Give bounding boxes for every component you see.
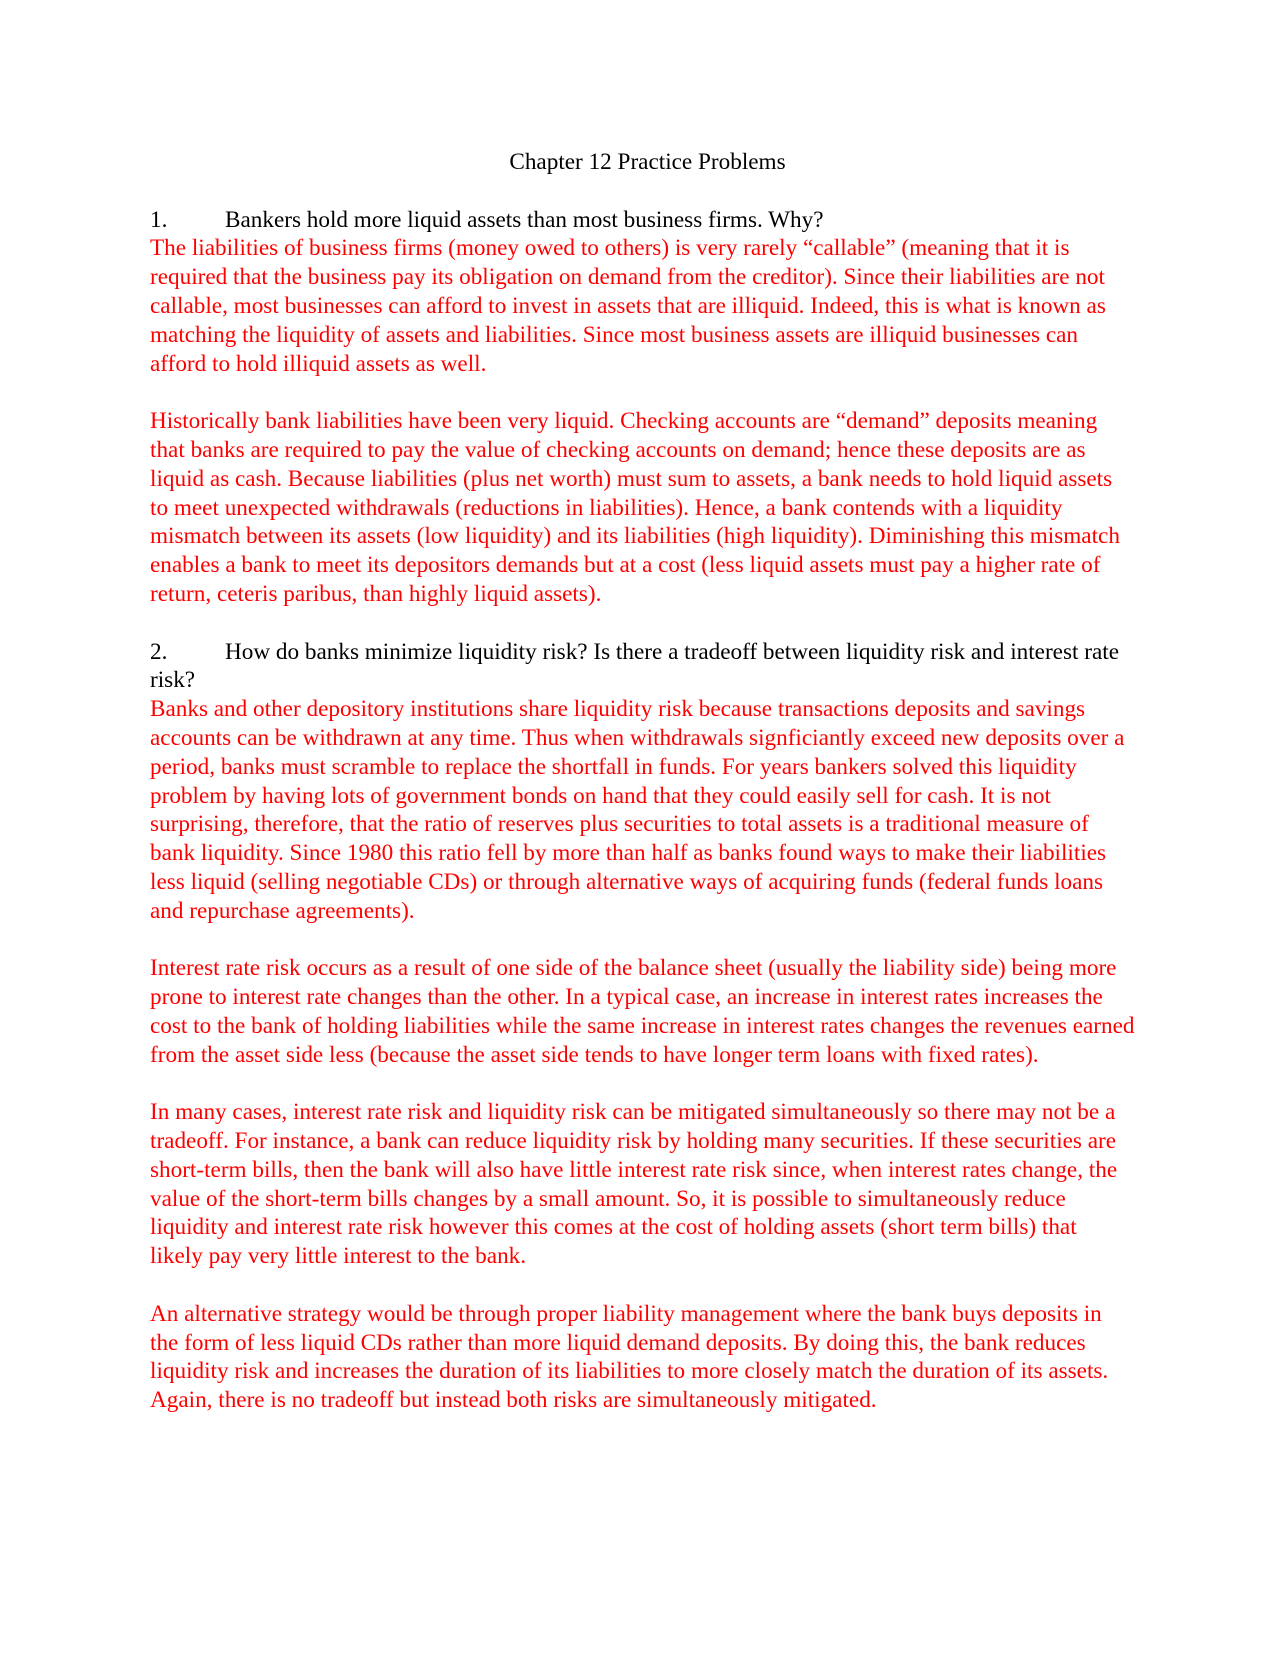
answer-paragraph: Historically bank liabilities have been very liquid. Checking accounts are “demand” deposits meaning that banks are required to pay the value of checking accounts on demand; hence these deposits are as liquid as cash. Because liabilities (plus net worth) must sum to assets, a bank needs to hold liquid assets to meet unexpected withdrawals (reductions in liabilities). Hence, a bank contends with a liquidity mismatch between its assets (low liquidity) and its liabilities (high liquidity). Diminishing this mismatch enables a bank to meet its depositors demands but at a cost (less liquid assets must pay a higher rate of return, ceteris paribus, than highly liquid assets). [150,408,1120,607]
page-title: Chapter 12 Practice Problems [509,149,786,175]
spacer [150,1271,1135,1300]
answer-paragraph: Banks and other depository institutions share liquidity risk because transactions deposits and savings accounts can be withdrawn at any time. Thus when withdrawals signficiantly exceed new deposits over a period, banks must scramble to replace the shortfall in funds. For years bankers solved this liquidity problem by having lots of government bonds on hand that they could easily sell for cash. It is not surprising, therefore, that the ratio of reserves plus securities to total assets is a traditional measure of bank liquidity. Since 1980 this ratio fell by more than half as banks found ways to make their liabilities less liquid (selling negotiable CDs) or through alternative ways of acquiring funds (federal funds loans and repurchase agreements). [150,696,1125,924]
document-page [150,148,1135,1415]
question-text: Bankers hold more liquid assets than most business firms. Why? [225,206,824,233]
spacer [150,926,1135,955]
spacer [150,378,1135,407]
question-1 [150,206,1135,235]
answer-paragraph: In many cases, interest rate risk and liquidity risk can be mitigated simultaneously so there may not be a tradeoff. For instance, a bank can reduce liquidity risk by holding many securities. If these securities are short-term bills, then the bank will also have little interest rate risk since, when interest rates change, the value of the short-term bills changes by a small amount. So, it is possible to simultaneously reduce liquidity and interest rate risk however this comes at the cost of holding assets (short term bills) that likely pay very little interest to the bank. [150,1099,1118,1270]
spacer [150,1070,1135,1099]
answer-paragraph: An alternative strategy would be through proper liability management where the bank buys deposits in the form of less liquid CDs rather than more liquid demand deposits. By doing this, the bank reduces liquidity risk and increases the duration of its liabilities to more closely match the duration of its assets. Again, there is no tradeoff but instead both risks are simultaneously mitigated. [150,1300,1109,1414]
question-number: 2. [150,638,168,665]
spacer [150,177,1135,206]
spacer [150,609,1135,638]
answer-paragraph: The liabilities of business firms (money owed to others) is very rarely “callable” (meaning that it is required that the business pay its obligation on demand from the creditor). Since their liabilities are not callable, most businesses can afford to invest in assets that are illiquid. Indeed, this is what is known as matching the liquidity of assets and liabilities. Since most business assets are illiquid businesses can afford to hold illiquid assets as well. [150,235,1106,377]
question-text: How do banks minimize liquidity risk? Is there a tradeoff between liquidity risk and interest rate risk? [150,638,1119,694]
question-number: 1. [150,206,168,233]
answer-paragraph: Interest rate risk occurs as a result of one side of the balance sheet (usually the liability side) being more prone to interest rate changes than the other. In a typical case, an increase in interest rates increases the cost to the bank of holding liabilities while the same increase in interest rates changes the revenues earned from the asset side less (because the asset side tends to have longer term loans with fixed rates). [150,955,1135,1068]
question-2 [150,638,1135,696]
